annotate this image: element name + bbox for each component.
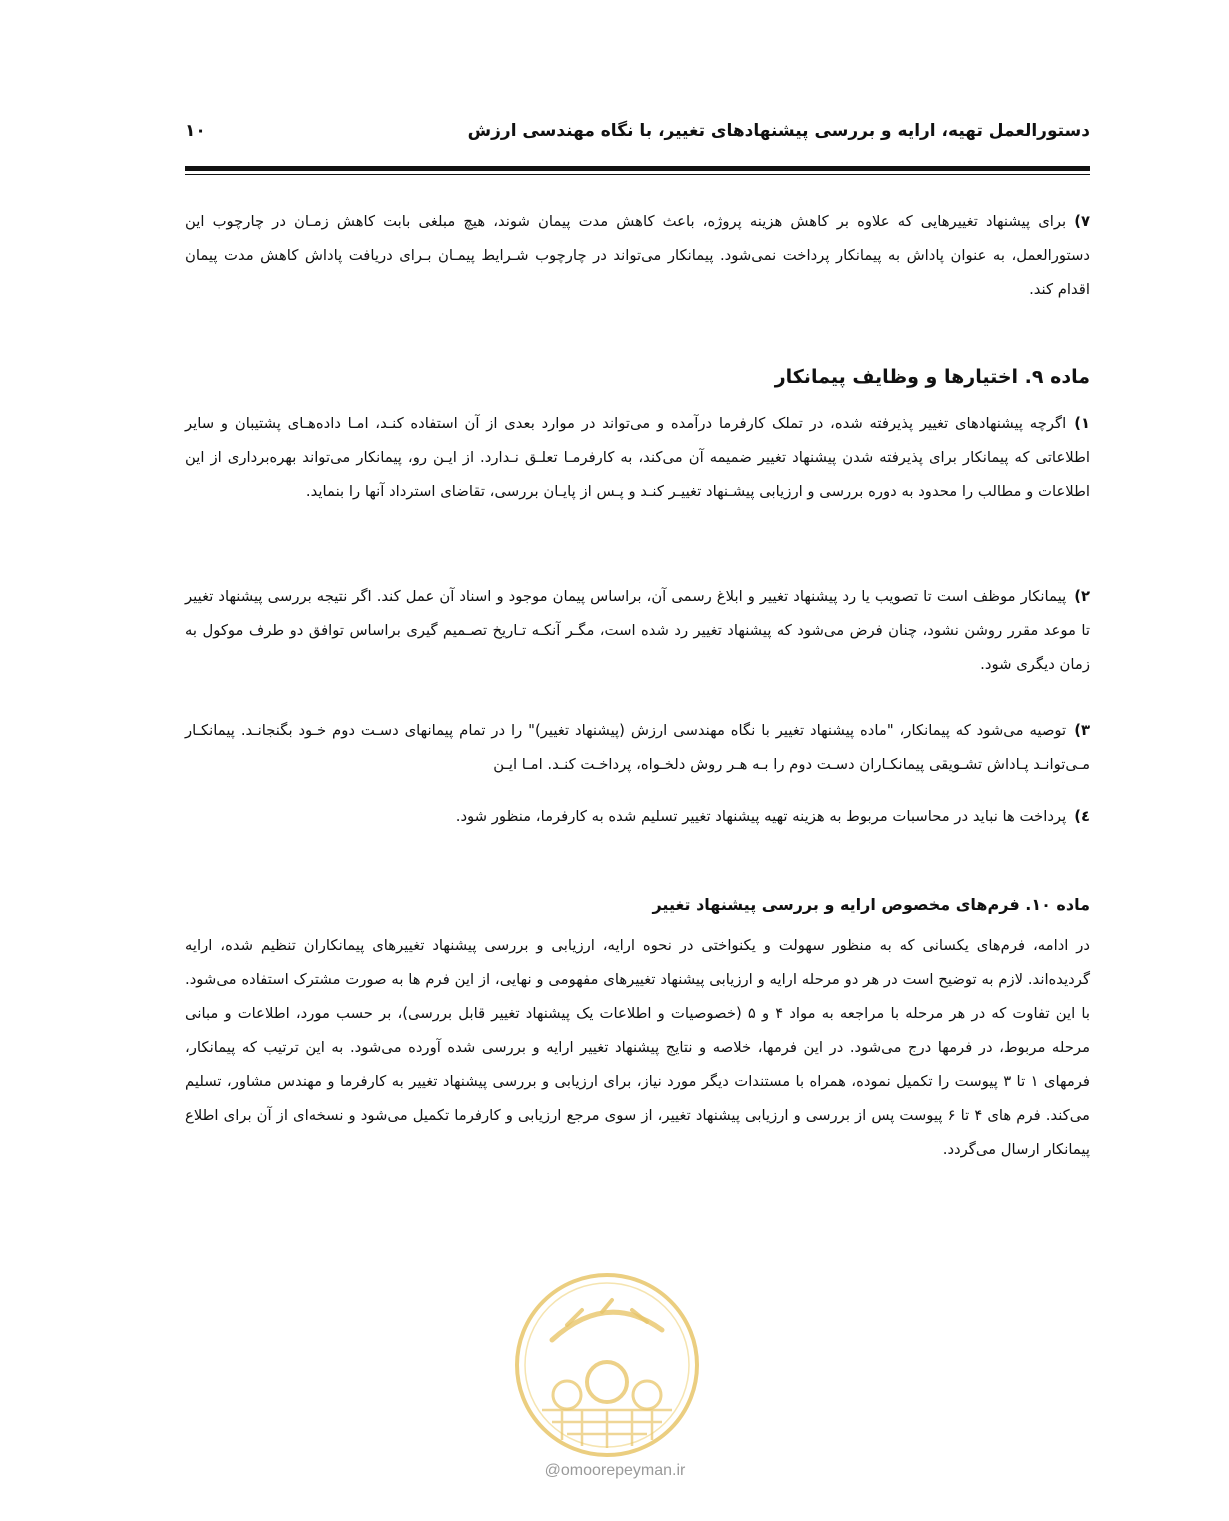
item-number: ۳) bbox=[1074, 722, 1090, 739]
item-text: توصیه می‌شود که پیمانکار، "ماده پیشنهاد تغییر با نگاه مهندسی ارزش (پیشنهاد تغییر)" را در تمام پیمانهای دسـت دوم خـود بگنجانـد. پیمانکـار مـی‌توانـد پـاداش تشـویقی پیمانکـاران دسـت دوم را بـه هـر روش دلخـواه، پرداخـت کنـد. امـا ایـن bbox=[185, 722, 1090, 773]
watermark-url: @omoorepeyman.ir bbox=[544, 1462, 686, 1479]
page-number: ۱۰ bbox=[185, 121, 206, 141]
article-10-heading: ماده ۱۰. فرم‌های مخصوص ارایه و بررسی پیشنهاد تغییر bbox=[652, 895, 1090, 914]
article-9-heading: ماده ۹. اختیارها و وظایف پیمانکار bbox=[774, 366, 1090, 388]
omoorepeyman-logo bbox=[512, 1270, 702, 1460]
header-rule-thin bbox=[185, 174, 1090, 175]
article-10-body: در ادامه، فرم‌های یکسانی که به منظور سهولت و یکنواختی در نحوه ارایه، ارزیابی و بررسی پیشنهاد تغییرهای پیمانکاران تنظیم شده، ارایه گردیده‌اند. لازم به توضیح است در هر دو مرحله ارایه و ارزیابی پیشنهاد تغییرهای مفهومی و نهایی، از این فرم ها به صورت مشترک استفاده می‌شود. با این تفاوت که در هر مرحله با مراجعه به مواد ۴ و ۵ (خصوصیات و اطلاعات یک پیشنهاد تغییر قابل بررسی)، بر حسب مورد، اطلاعات و مبانی مرحله مربوط، در فرمها درج می‌شود. در این فرمها، خلاصه و نتایج پیشنهاد تغییر ارایه و بررسی شده آورده می‌شود. به این ترتیب که پیمانکار، فرمهای ۱ تا ۳ پیوست را تکمیل نموده، همراه با مستندات دیگر مورد نیاز، برای ارزیابی و بررسی پیشنهاد تغییر به کارفرما و مهندس مشاور، تسلیم می‌کند. فرم های ۴ تا ۶ پیوست پس از بررسی و ارزیابی پیشنهاد تغییر، از سوی مرجع ارزیابی و کارفرما تکمیل می‌شود و نسخه‌ای از آن برای اطلاع پیمانکار ارسال می‌گردد. bbox=[185, 937, 1090, 1158]
item-number: ۱) bbox=[1074, 415, 1090, 432]
article-9-item-3 bbox=[185, 714, 1090, 782]
item-text: اگرچه پیشنهادهای تغییر پذیرفته شده، در تملک کارفرما درآمده و می‌تواند در موارد بعدی از آن استفاده کنـد، امـا داده‌هـای پشتیبان و سایر اطلاعاتی که پیمانکار برای پذیرفته شدن پیشنهاد تغییر ضمیمه آن می‌کند، به کارفرمـا تعلـق نـدارد. از ایـن رو، پیمانکار می‌تواند بهره‌برداری از این اطلاعات و مطالب را محدود به دوره بررسی و ارزیابی پیشـنهاد تغییـر کنـد و پـس از پایـان بررسی، تقاضای استرداد آنها را بنماید. bbox=[185, 415, 1090, 500]
page-header bbox=[185, 118, 1090, 148]
item-number: ٤) bbox=[1074, 808, 1090, 825]
item-number: ۲) bbox=[1074, 588, 1090, 605]
item-text: پرداخت ها نباید در محاسبات مربوط به هزینه تهیه پیشنهاد تغییر تسلیم شده به کارفرما، منظور شود. bbox=[455, 808, 1067, 825]
article-9-item-2 bbox=[185, 580, 1090, 682]
article-9-item-4 bbox=[185, 800, 1090, 834]
item-7 bbox=[185, 205, 1090, 307]
header-rule-thick bbox=[185, 166, 1090, 171]
header-title: دستورالعمل تهیه، ارایه و بررسی پیشنهادهای تغییر، با نگاه مهندسی ارزش bbox=[467, 121, 1090, 141]
article-9-item-1 bbox=[185, 407, 1090, 509]
item-text: پیمانکار موظف است تا تصویب یا رد پیشنهاد تغییر و ابلاغ رسمی آن، براساس پیمان موجود و اسناد آن عمل کند. اگر نتیجه بررسی پیشنهاد تغییر تا موعد مقرر روشن نشود، چنان فرض می‌شود که پیشنهاد تغییر رد شده است، مگـر آنکـه تـاریخ تصـمیم گیری براساس توافق دو طرف موکول به زمان دیگری شود. bbox=[185, 588, 1090, 673]
item-text: برای پیشنهاد تغییرهایی که علاوه بر کاهش هزینه پروژه، باعث کاهش مدت پیمان شوند، هیچ مبلغی بابت کاهش زمـان در چارچوب این دستورالعمل، به عنوان پاداش به پیمانکار پرداخت نمی‌شود. پیمانکار می‌تواند در چارچوب شـرایط پیمـان بـرای دریافت پاداش کاهش مدت پیمان اقدام کند. bbox=[185, 213, 1090, 298]
item-number: ۷) bbox=[1074, 213, 1090, 230]
